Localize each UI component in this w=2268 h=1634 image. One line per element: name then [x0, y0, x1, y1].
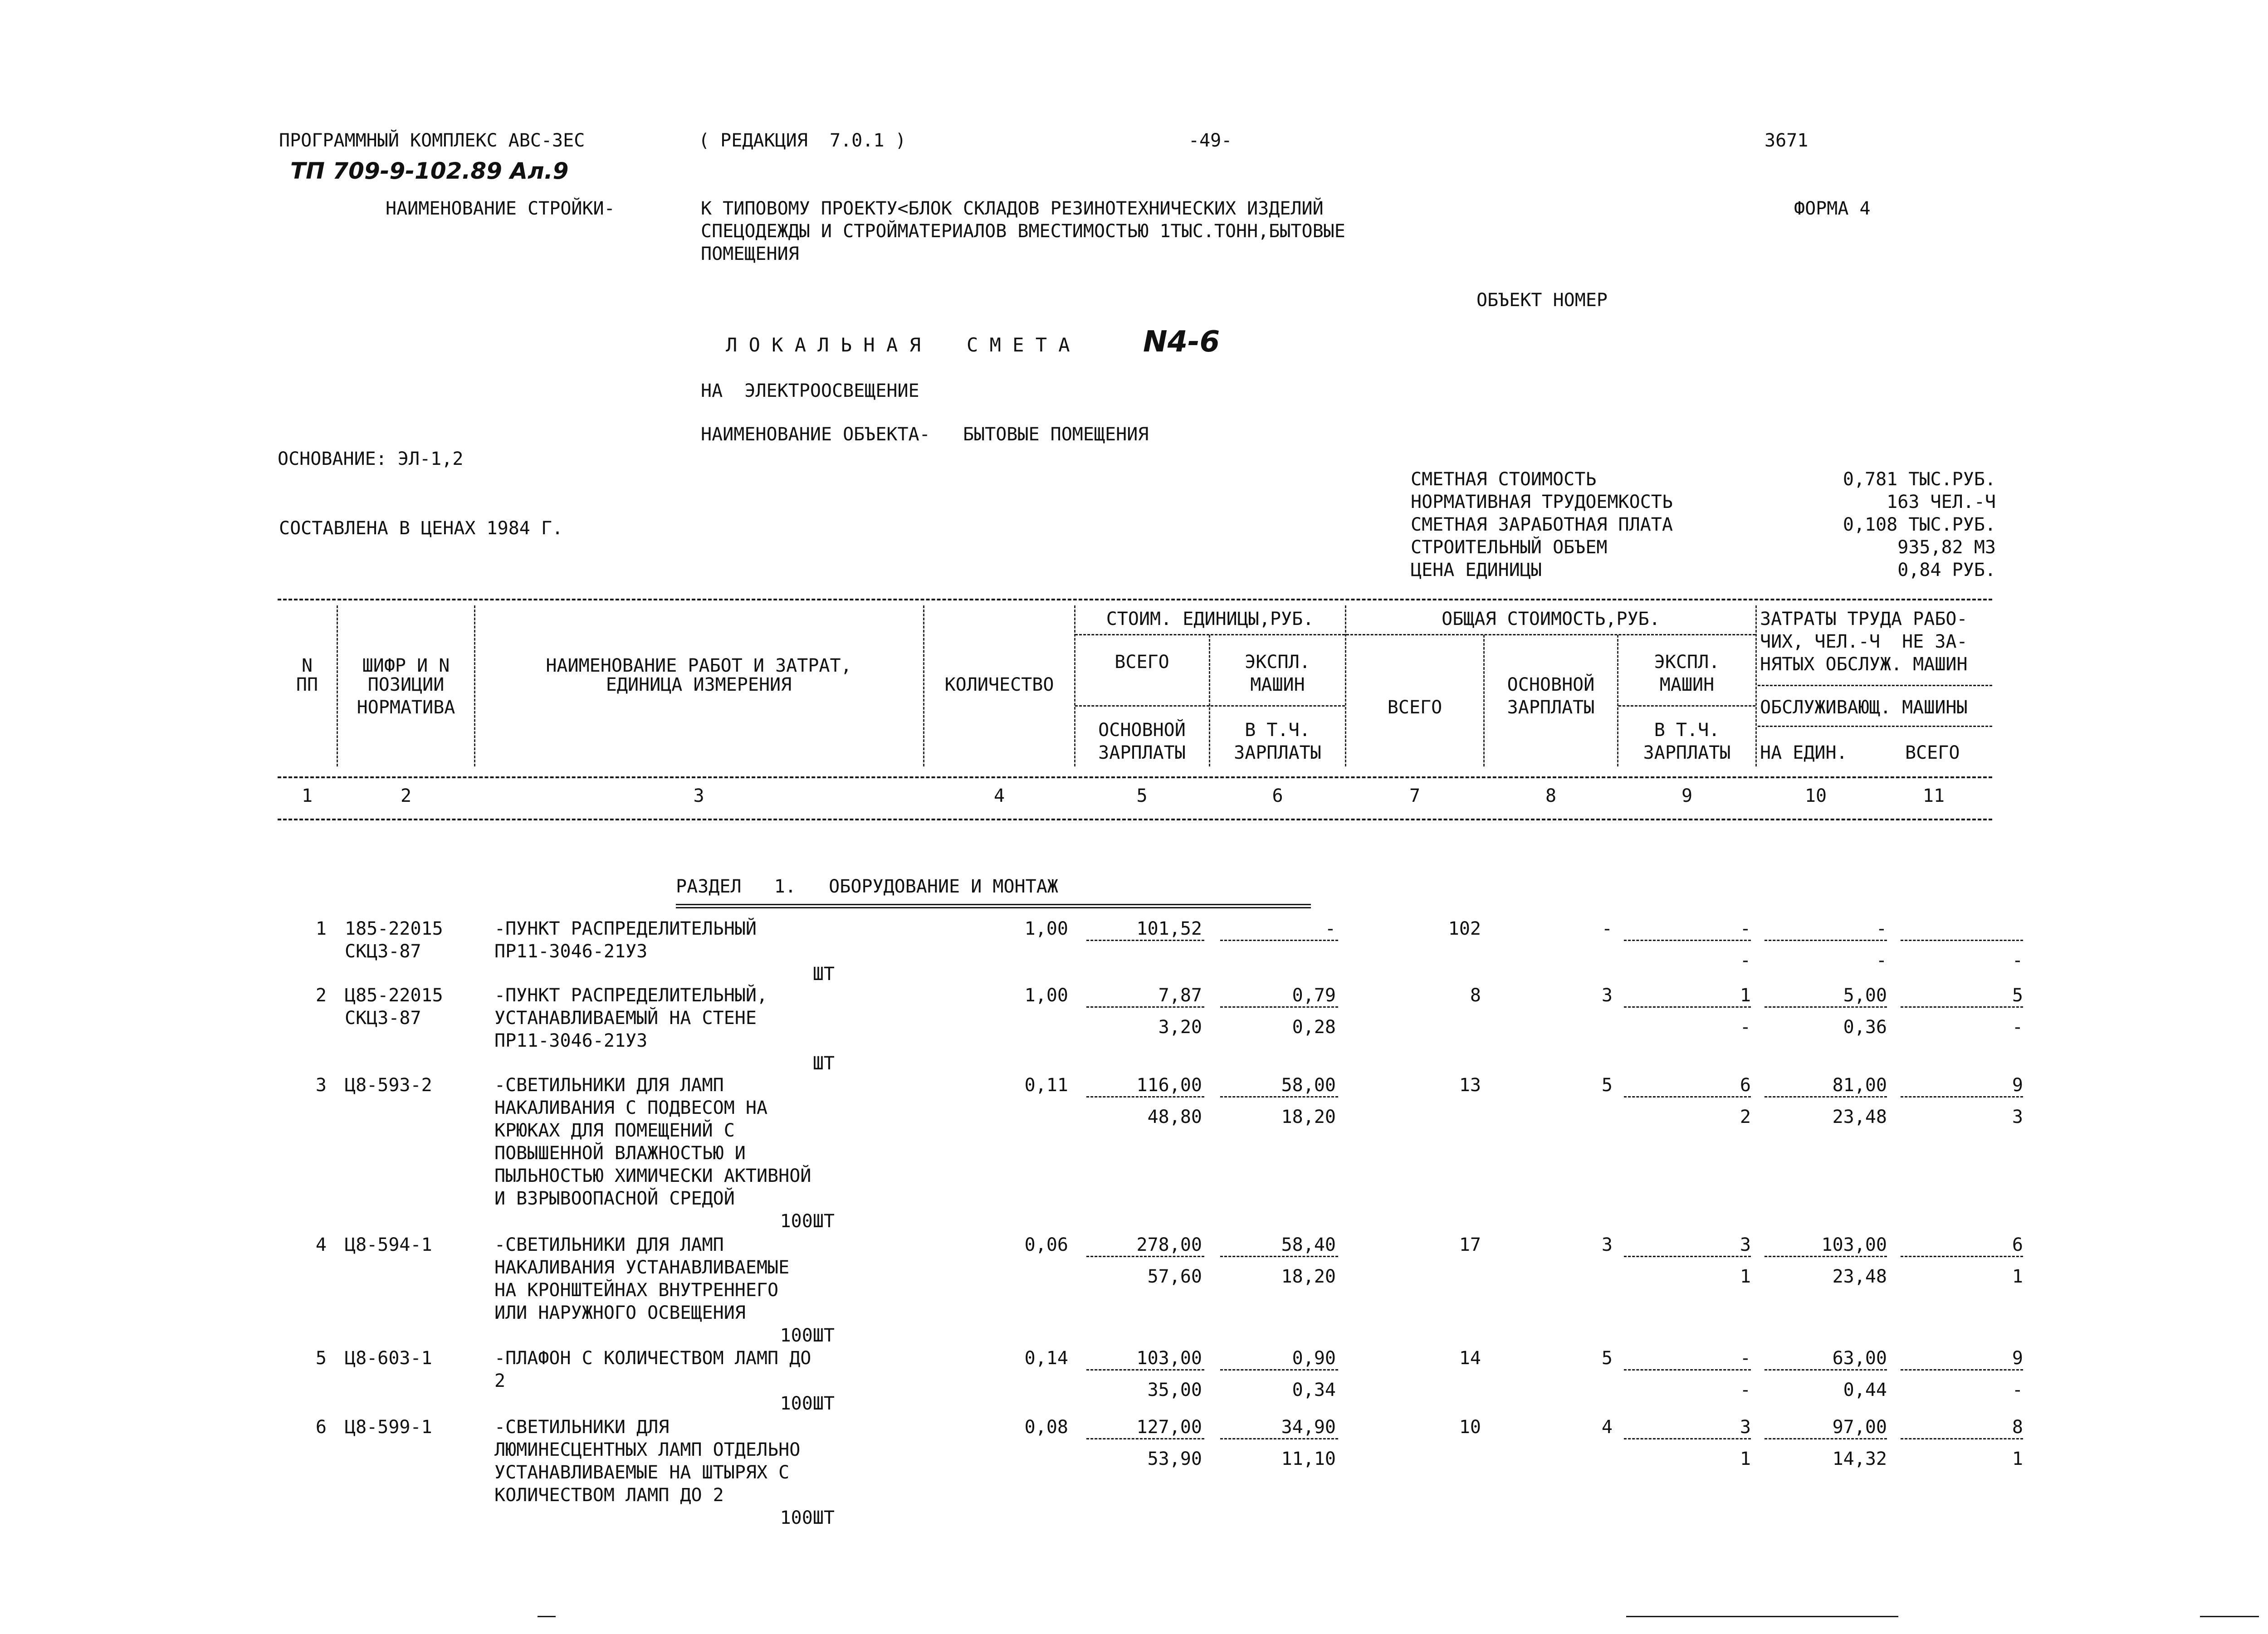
row-work-name: НАКАЛИВАНИЯ УСТАНАВЛИВАЕМЫЕ: [494, 1257, 790, 1278]
row-work-name: ЛЮМИНЕСЦЕНТНЫХ ЛАМП ОТДЕЛЬНО: [494, 1439, 801, 1460]
column-divider: [1074, 605, 1075, 766]
summary-value: 0,84 РУБ.: [1897, 560, 1996, 580]
row-total-wages: -: [1601, 918, 1613, 939]
row-unit-cost: 278,00: [1136, 1234, 1202, 1255]
row-incl-wages: -: [1740, 1380, 1751, 1400]
footer-mark: [1626, 1616, 1898, 1617]
row-incl-wages: 1: [1740, 1449, 1751, 1469]
summary-label: СМЕТНАЯ ЗАРАБОТНАЯ ПЛАТА: [1411, 514, 1673, 535]
row-labor-unit: 5,00: [1843, 985, 1887, 1006]
row-code: Ц8-594-1: [345, 1234, 432, 1255]
value-separator: [1220, 940, 1338, 941]
row-number: 3: [315, 1075, 327, 1096]
header-rule-top: [278, 599, 1992, 600]
row-code: СКЦЗ-87: [345, 1008, 421, 1029]
labor-unit-label: НА ЕДИН.: [1760, 742, 1848, 763]
row-labor-unit: 81,00: [1832, 1075, 1887, 1096]
summary-label: ЦЕНА ЕДИНИЦЫ: [1411, 560, 1542, 580]
handwritten-estimate-number: N4-6: [1143, 325, 1220, 359]
row-labor-machines-total: 3: [2012, 1107, 2023, 1127]
col-number: 7: [1409, 785, 1421, 806]
value-separator: [1901, 940, 2023, 941]
row-labor-total: 5: [2012, 985, 2023, 1006]
row-unit-wages: 48,80: [1147, 1107, 1202, 1127]
summary-value: 0,781 ТЫС.РУБ.: [1843, 469, 1996, 490]
unit-incl-wages-label: ЗАРПЛАТЫ: [1234, 742, 1321, 763]
total-incl-wages-label: В Т.Ч.: [1654, 720, 1720, 741]
value-separator: [1765, 1096, 1887, 1097]
value-separator: [1901, 1096, 2023, 1097]
construction-label: НАИМЕНОВАНИЕ СТРОЙКИ-: [386, 198, 615, 219]
row-labor-machines-unit: 23,48: [1832, 1107, 1887, 1127]
row-labor-total: 8: [2012, 1417, 2023, 1438]
row-total: 13: [1459, 1075, 1481, 1096]
row-total-machines: 3: [1740, 1234, 1751, 1255]
value-separator: [1901, 1256, 2023, 1257]
row-unit: 100ШТ: [780, 1507, 835, 1528]
row-labor-machines-unit: 23,48: [1832, 1266, 1887, 1287]
value-separator: [1901, 1438, 2023, 1439]
row-total-machines: -: [1740, 918, 1751, 939]
row-incl-wages: 1: [1740, 1266, 1751, 1287]
row-labor-machines-total: -: [2012, 1017, 2023, 1038]
row-unit-incl-wages: 18,20: [1281, 1107, 1336, 1127]
total-all-label: ВСЕГО: [1387, 697, 1442, 718]
row-labor-total: 9: [2012, 1348, 2023, 1369]
unit-cost-sub-rule: [1075, 705, 1345, 707]
row-work-name: ПОВЫШЕННОЙ ВЛАЖНОСТЬЮ И: [494, 1143, 746, 1164]
footer-mark: [538, 1616, 556, 1617]
row-labor-unit: 97,00: [1832, 1417, 1887, 1438]
form-number: ФОРМА 4: [1794, 198, 1871, 219]
col-n-label: N: [301, 655, 313, 676]
value-separator: [1086, 1096, 1204, 1097]
object-number: ОБЪЕКТ НОМЕР: [1476, 290, 1608, 311]
footer-mark: [2200, 1616, 2259, 1617]
value-separator: [1220, 1438, 1338, 1439]
labor-group-label: ЧИХ, ЧЕЛ.-Ч НЕ ЗА-: [1760, 631, 1968, 652]
unit-cost-group-label: СТОИМ. ЕДИНИЦЫ,РУБ.: [1106, 609, 1314, 629]
row-unit-wages: 53,90: [1147, 1449, 1202, 1469]
row-total-machines: 1: [1740, 985, 1751, 1006]
row-work-name: НАКАЛИВАНИЯ С ПОДВЕСОМ НА: [494, 1097, 768, 1118]
row-quantity: 0,14: [1024, 1348, 1068, 1369]
labor-sub-rule: [1758, 726, 1992, 727]
row-work-name: КОЛИЧЕСТВОМ ЛАМП ДО 2: [494, 1485, 724, 1506]
row-unit-machines: -: [1325, 918, 1336, 939]
row-unit-wages: 57,60: [1147, 1266, 1202, 1287]
row-work-name: -СВЕТИЛЬНИКИ ДЛЯ: [494, 1417, 670, 1438]
row-number: 2: [315, 985, 327, 1006]
construction-line-2: СПЕЦОДЕЖДЫ И СТРОЙМАТЕРИАЛОВ ВМЕСТИМОСТЬЮ 1ТЫС.ТОНН,БЫТОВЫЕ: [701, 221, 1345, 242]
value-separator: [1765, 1256, 1887, 1257]
row-total: 14: [1459, 1348, 1481, 1369]
unit-cost-group-rule: [1075, 634, 1345, 635]
row-total-machines: 6: [1740, 1075, 1751, 1096]
row-quantity: 1,00: [1024, 918, 1068, 939]
col-n-label: ПП: [296, 674, 318, 695]
value-separator: [1624, 940, 1751, 941]
col-number: 5: [1136, 785, 1148, 806]
row-total: 102: [1448, 918, 1481, 939]
unit-machines-label: МАШИН: [1250, 674, 1305, 695]
row-unit: ШТ: [812, 964, 835, 985]
document-title: Л О К А Л Ь Н А Я С М Е Т А: [726, 334, 1070, 356]
document-number: 3671: [1765, 130, 1809, 151]
row-labor-total: 9: [2012, 1075, 2023, 1096]
row-total-wages: 5: [1601, 1075, 1613, 1096]
row-labor-unit: 103,00: [1821, 1234, 1887, 1255]
row-number: 6: [315, 1417, 327, 1438]
row-work-name: -ПУНКТ РАСПРЕДЕЛИТЕЛЬНЫЙ: [494, 918, 757, 939]
row-labor-machines-unit: -: [1876, 950, 1887, 971]
value-separator: [1765, 940, 1887, 941]
value-separator: [1086, 1256, 1204, 1257]
value-separator: [1086, 1006, 1204, 1008]
value-separator: [1624, 1438, 1751, 1439]
row-work-name: -ПЛАФОН С КОЛИЧЕСТВОМ ЛАМП ДО: [494, 1348, 811, 1369]
unit-incl-wages-label: В Т.Ч.: [1245, 720, 1310, 741]
labor-total-label: ВСЕГО: [1905, 742, 1960, 763]
value-separator: [1624, 1006, 1751, 1008]
labor-group-label: ЗАТРАТЫ ТРУДА РАБО-: [1760, 609, 1968, 629]
value-separator: [1220, 1256, 1338, 1257]
header-rule-mid: [278, 776, 1992, 778]
row-unit-incl-wages: 0,28: [1292, 1017, 1336, 1038]
value-separator: [1765, 1438, 1887, 1439]
row-quantity: 0,11: [1024, 1075, 1068, 1096]
row-work-name: -ПУНКТ РАСПРЕДЕЛИТЕЛЬНЫЙ,: [494, 985, 768, 1006]
row-labor-unit: 63,00: [1832, 1348, 1887, 1369]
row-labor-machines-unit: 14,32: [1832, 1449, 1887, 1469]
row-work-name: УСТАНАВЛИВАЕМЫЕ НА ШТЫРЯХ С: [494, 1462, 790, 1483]
row-labor-machines-unit: 0,44: [1843, 1380, 1887, 1400]
row-unit: ШТ: [812, 1053, 835, 1074]
row-labor-machines-total: 1: [2012, 1449, 2023, 1469]
summary-value: 935,82 М3: [1897, 537, 1996, 558]
row-total-wages: 4: [1601, 1417, 1613, 1438]
row-incl-wages: 2: [1740, 1107, 1751, 1127]
col-number: 10: [1804, 785, 1827, 806]
basis: ОСНОВАНИЕ: ЭЛ-1,2: [278, 449, 464, 469]
col-code-label: ШИФР И N: [362, 655, 450, 676]
row-work-name: -СВЕТИЛЬНИКИ ДЛЯ ЛАМП: [494, 1234, 724, 1255]
total-machines-sub-rule: [1618, 705, 1755, 707]
col-code-label: ПОЗИЦИИ: [367, 674, 445, 695]
col-quantity-label: КОЛИЧЕСТВО: [944, 674, 1054, 695]
row-work-name: ПР11-3046-21УЗ: [494, 1030, 648, 1051]
value-separator: [1220, 1369, 1338, 1371]
row-unit: 100ШТ: [780, 1393, 835, 1414]
row-labor-machines-total: -: [2012, 1380, 2023, 1400]
row-total-wages: 5: [1601, 1348, 1613, 1369]
col-number: 11: [1922, 785, 1945, 806]
row-total-machines: -: [1740, 1348, 1751, 1369]
labor-sub-rule: [1758, 685, 1992, 686]
row-unit: 100ШТ: [780, 1325, 835, 1346]
summary-value: 163 ЧЕЛ.-Ч: [1887, 492, 1996, 512]
row-total: 17: [1459, 1234, 1481, 1255]
row-unit-machines: 58,40: [1281, 1234, 1336, 1255]
value-separator: [1086, 1438, 1204, 1439]
value-separator: [1901, 1369, 2023, 1371]
row-work-name: 2: [494, 1371, 506, 1391]
row-work-name: -СВЕТИЛЬНИКИ ДЛЯ ЛАМП: [494, 1075, 724, 1096]
col-number: 3: [693, 785, 704, 806]
row-labor-machines-total: -: [2012, 950, 2023, 971]
page-number: -49-: [1188, 130, 1232, 151]
value-separator: [1624, 1256, 1751, 1257]
row-work-name: НА КРОНШТЕЙНАХ ВНУТРЕННЕГО: [494, 1280, 779, 1301]
unit-machines-label: ЭКСПЛ.: [1245, 652, 1310, 673]
unit-wages-label: ОСНОВНОЙ: [1098, 720, 1186, 741]
value-separator: [1901, 1006, 2023, 1008]
row-unit-cost: 103,00: [1136, 1348, 1202, 1369]
row-unit-cost: 7,87: [1158, 985, 1202, 1006]
col-name-label: НАИМЕНОВАНИЕ РАБОТ И ЗАТРАТ,: [546, 655, 852, 676]
value-separator: [1220, 1096, 1338, 1097]
col-number: 2: [400, 785, 412, 806]
total-wages-label: ОСНОВНОЙ: [1507, 674, 1595, 695]
col-number: 6: [1272, 785, 1283, 806]
value-separator: [1086, 940, 1204, 941]
section-underline: [676, 904, 1311, 908]
value-separator: [1624, 1096, 1751, 1097]
row-quantity: 0,06: [1024, 1234, 1068, 1255]
row-unit-machines: 0,90: [1292, 1348, 1336, 1369]
total-cost-group-label: ОБЩАЯ СТОИМОСТЬ,РУБ.: [1442, 609, 1660, 629]
value-separator: [1086, 1369, 1204, 1371]
row-total-machines: 3: [1740, 1417, 1751, 1438]
summary-label: СТРОИТЕЛЬНЫЙ ОБЪЕМ: [1411, 537, 1608, 558]
row-total-wages: 3: [1601, 985, 1613, 1006]
total-wages-label: ЗАРПЛАТЫ: [1507, 697, 1595, 718]
row-total: 10: [1459, 1417, 1481, 1438]
row-unit-wages: 3,20: [1158, 1017, 1202, 1038]
row-code: 185-22015: [345, 918, 443, 939]
row-unit-incl-wages: 18,20: [1281, 1266, 1336, 1287]
col-number: 8: [1545, 785, 1557, 806]
col-number: 9: [1681, 785, 1693, 806]
row-work-name: И ВЗРЫВООПАСНОЙ СРЕДОЙ: [494, 1188, 735, 1209]
row-incl-wages: -: [1740, 1017, 1751, 1038]
construction-line-3: ПОМЕЩЕНИЯ: [701, 244, 799, 264]
row-incl-wages: -: [1740, 950, 1751, 971]
row-work-name: ИЛИ НАРУЖНОГО ОСВЕЩЕНИЯ: [494, 1302, 746, 1323]
row-work-name: УСТАНАВЛИВАЕМЫЙ НА СТЕНЕ: [494, 1008, 757, 1029]
row-code: СКЦЗ-87: [345, 941, 421, 962]
value-separator: [1624, 1369, 1751, 1371]
row-number: 5: [315, 1348, 327, 1369]
row-code: Ц8-593-2: [345, 1075, 432, 1096]
row-labor-machines-total: 1: [2012, 1266, 2023, 1287]
estimate-subject: НА ЭЛЕКТРООСВЕЩЕНИЕ: [701, 380, 919, 401]
row-work-name: КРЮКАХ ДЛЯ ПОМЕЩЕНИЙ С: [494, 1120, 735, 1141]
unit-total-label: ВСЕГО: [1114, 652, 1169, 673]
summary-value: 0,108 ТЫС.РУБ.: [1843, 514, 1996, 535]
row-unit-incl-wages: 0,34: [1292, 1380, 1336, 1400]
labor-group-label: НЯТЫХ ОБСЛУЖ. МАШИН: [1760, 654, 1968, 675]
row-unit-wages: 35,00: [1147, 1380, 1202, 1400]
row-work-name: ПЫЛЬНОСТЬЮ ХИМИЧЕСКИ АКТИВНОЙ: [494, 1166, 811, 1186]
row-unit: 100ШТ: [780, 1211, 835, 1232]
section-title: РАЗДЕЛ 1. ОБОРУДОВАНИЕ И МОНТАЖ: [676, 876, 1058, 897]
row-total-wages: 3: [1601, 1234, 1613, 1255]
object-name: НАИМЕНОВАНИЕ ОБЪЕКТА- БЫТОВЫЕ ПОМЕЩЕНИЯ: [701, 424, 1149, 445]
row-number: 4: [315, 1234, 327, 1255]
row-unit-cost: 101,52: [1136, 918, 1202, 939]
row-code: Ц8-599-1: [345, 1417, 432, 1438]
total-cost-group-rule: [1346, 634, 1755, 635]
row-quantity: 1,00: [1024, 985, 1068, 1006]
row-number: 1: [315, 918, 327, 939]
program-name: ПРОГРАММНЫЙ КОМПЛЕКС АВС-3ЕС: [279, 130, 585, 151]
total-incl-wages-label: ЗАРПЛАТЫ: [1643, 742, 1731, 763]
row-unit-machines: 34,90: [1281, 1417, 1336, 1438]
row-code: Ц85-22015: [345, 985, 443, 1006]
col-number: 4: [993, 785, 1005, 806]
value-separator: [1220, 1006, 1338, 1008]
total-machines-label: ЭКСПЛ.: [1654, 652, 1720, 673]
price-base: СОСТАВЛЕНА В ЦЕНАХ 1984 Г.: [279, 518, 563, 539]
value-separator: [1765, 1369, 1887, 1371]
labor-machines-label: ОБСЛУЖИВАЮЩ. МАШИНЫ: [1760, 697, 1968, 718]
handwritten-project-code: ТП 709-9-102.89 Ал.9: [290, 158, 569, 184]
summary-label: НОРМАТИВНАЯ ТРУДОЕМКОСТЬ: [1411, 492, 1673, 512]
construction-line-1: К ТИПОВОМУ ПРОЕКТУ<БЛОК СКЛАДОВ РЕЗИНОТЕХНИЧЕСКИХ ИЗДЕЛИЙ: [701, 198, 1324, 219]
col-number: 1: [301, 785, 313, 806]
row-unit-incl-wages: 11,10: [1281, 1449, 1336, 1469]
row-labor-unit: -: [1876, 918, 1887, 939]
edition: ( РЕДАКЦИЯ 7.0.1 ): [699, 130, 906, 151]
unit-wages-label: ЗАРПЛАТЫ: [1098, 742, 1186, 763]
row-labor-machines-unit: 0,36: [1843, 1017, 1887, 1038]
summary-label: СМЕТНАЯ СТОИМОСТЬ: [1411, 469, 1597, 490]
col-code-label: НОРМАТИВА: [357, 697, 455, 718]
row-total: 8: [1470, 985, 1481, 1006]
row-labor-total: 6: [2012, 1234, 2023, 1255]
row-work-name: ПР11-3046-21УЗ: [494, 941, 648, 962]
value-separator: [1765, 1006, 1887, 1008]
col-name-label: ЕДИНИЦА ИЗМЕРЕНИЯ: [606, 674, 792, 695]
row-unit-machines: 58,00: [1281, 1075, 1336, 1096]
row-unit-cost: 127,00: [1136, 1417, 1202, 1438]
row-quantity: 0,08: [1024, 1417, 1068, 1438]
column-divider: [1755, 605, 1757, 766]
total-machines-label: МАШИН: [1659, 674, 1715, 695]
header-rule-bottom: [278, 819, 1992, 820]
column-divider: [1345, 605, 1346, 766]
row-unit-cost: 116,00: [1136, 1075, 1202, 1096]
row-code: Ц8-603-1: [345, 1348, 432, 1369]
row-unit-machines: 0,79: [1292, 985, 1336, 1006]
